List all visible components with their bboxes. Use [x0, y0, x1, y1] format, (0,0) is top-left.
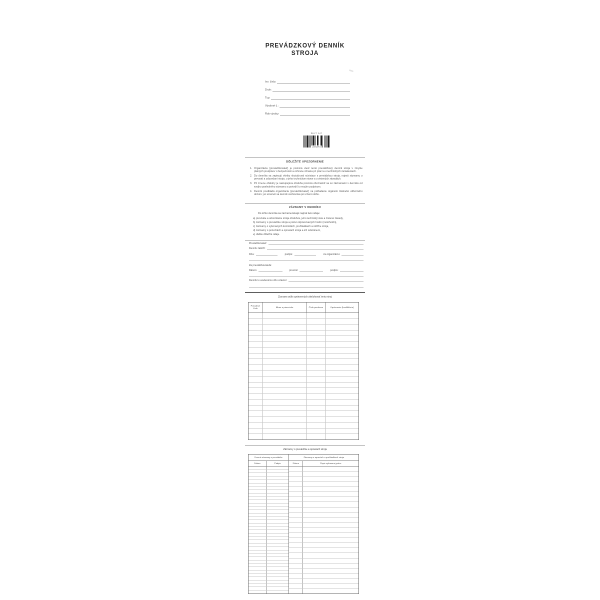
fill-in-line: [249, 261, 364, 262]
table-cell: [263, 325, 307, 330]
table-cell: [249, 371, 263, 376]
table-cell: [307, 388, 326, 393]
group-header-repairs: Záznamy o opravách a prehliadkach stroja: [303, 455, 345, 459]
records-item: e) ďalšie dôležité údaje.: [253, 233, 280, 236]
table-cell: [325, 382, 358, 387]
notice-item-text: Organizácia (prevádzkovateľ) je povinná viesť tento prevádzkový denník stroja v zmysle platných predpisov o bezpečnosti a ochrane zdravia pri práci a o technických zariadeniach.: [254, 167, 363, 174]
table-cell: [249, 313, 263, 318]
date-label: Dňa:: [249, 252, 255, 256]
log-table: [248, 454, 359, 594]
table-cell: [325, 411, 358, 416]
notice-list: [250, 167, 363, 197]
table-cell: [289, 543, 303, 548]
table-cell: [263, 400, 307, 405]
table-cell: [303, 477, 358, 482]
fill-in-line: [277, 84, 350, 85]
fill-in-line: [271, 100, 350, 101]
table-cell: [249, 342, 263, 347]
field-serial-number: [265, 100, 350, 108]
operator-row: [249, 241, 364, 245]
field-kind: [265, 84, 350, 92]
table-cell: [307, 336, 326, 341]
table-cell: [303, 497, 358, 502]
table-cell: [289, 467, 303, 472]
table-cell: [307, 411, 326, 416]
fill-in-line: [342, 256, 364, 257]
page-title-line2: STROJA: [291, 49, 319, 57]
field-type: [265, 92, 350, 100]
fill-in-line: [340, 272, 364, 273]
fill-in-line: [273, 92, 350, 93]
table-cell: [249, 353, 263, 358]
table-cell: [307, 394, 326, 399]
table-cell: [303, 563, 358, 568]
table-cell: [267, 591, 289, 594]
blank-line-row: [249, 257, 364, 261]
field-label: Výrobné č.:: [265, 104, 279, 108]
table-cell: [325, 336, 358, 341]
table-cell: [303, 548, 358, 553]
table-cell: [263, 313, 307, 318]
form-sheet: [245, 0, 365, 600]
table-cell: [307, 428, 326, 433]
table-cell: [249, 348, 263, 353]
table-cell: [263, 411, 307, 416]
table-cell: [303, 553, 358, 558]
notice-item-text: Do denníka sa zapisujú všetky skutočnosti súvisiace s prevádzkou stroja, najmä záznamy o prevzatí a odovzdaní stroja, o jeho technickom stave a o zistených závadách.: [254, 174, 363, 181]
table-cell: [325, 342, 358, 347]
table-cell: [249, 365, 263, 370]
section-divider: [245, 292, 365, 293]
table-cell: [263, 371, 307, 376]
table-cell: [303, 574, 358, 579]
fill-in-line: [249, 288, 364, 289]
table-cell: [263, 417, 307, 422]
table-cell: [289, 487, 303, 492]
table-row: [249, 591, 289, 594]
table-cell: [289, 533, 303, 538]
table-cell: [325, 434, 358, 439]
table-cell: [325, 428, 358, 433]
table-cell: [289, 589, 303, 594]
table-cell: [307, 348, 326, 353]
table-cell: [325, 325, 358, 330]
table-row: [289, 589, 358, 594]
table-cell: [289, 574, 303, 579]
operators-table-body: [249, 313, 359, 440]
column-header-description: Popis vykonanej práce: [320, 461, 342, 465]
date-label: Dátum:: [249, 268, 258, 272]
field-label: Typ:: [265, 96, 271, 100]
notice-item-number: 1.: [250, 167, 253, 170]
fill-in-line: [249, 277, 364, 278]
table-cell: [289, 518, 303, 523]
table-cell: [303, 569, 358, 574]
notice-item: [250, 190, 363, 196]
table-cell: [303, 512, 358, 517]
field-label: Druh:: [265, 88, 272, 92]
table-cell: [263, 353, 307, 358]
notice-heading: DÔLEŽITÉ UPOZORNENIE: [286, 160, 324, 164]
table-cell: [249, 377, 263, 382]
column-header-order: Poradové číslo: [249, 303, 263, 313]
table-cell: [325, 359, 358, 364]
taker-detail-row: [249, 268, 364, 272]
table-cell: [289, 472, 303, 477]
table-cell: [263, 382, 307, 387]
table-cell: [263, 348, 307, 353]
table-cell: [325, 405, 358, 410]
column-header-date: Dátum: [249, 461, 267, 466]
table-cell: [325, 319, 358, 324]
table-cell: [325, 394, 358, 399]
table-cell: [303, 558, 358, 563]
table-cell: [325, 348, 358, 353]
operators-table-header: [249, 303, 359, 314]
table-cell: [249, 330, 263, 335]
notice-item-number: 2.: [250, 174, 253, 178]
table-cell: [289, 569, 303, 574]
records-list: [253, 217, 360, 237]
table-cell: [289, 482, 303, 487]
fill-in-line: [267, 250, 364, 251]
field-label: Inv. číslo:: [265, 80, 277, 84]
table-cell: [307, 382, 326, 387]
notice-item: [250, 167, 363, 173]
repair-records-column: [289, 467, 358, 594]
table-cell: [289, 528, 303, 533]
records-item: c) záznamy o vykonaných kontrolách, prehliadkach a údržbe stroja,: [253, 225, 329, 228]
table-cell: [325, 371, 358, 376]
fill-in-line: [294, 256, 316, 257]
notice-item-number: 3.: [250, 182, 253, 186]
daily-records-column: [249, 467, 290, 594]
table-cell: [307, 353, 326, 358]
scan-artifact: [349, 69, 354, 72]
table-cell: [289, 558, 303, 563]
operators-table: [248, 302, 359, 440]
table-cell: [263, 428, 307, 433]
table-cell: [249, 400, 263, 405]
notice-item-text: Denník predkladá organizácia (prevádzkovateľ) na požiadanie orgánom štátneho odborného dozoru; po uzavretí sa denník uschováva po určenú dobu.: [254, 189, 363, 196]
records-item: b) záznamy o prevádzke stroja a počet odpracovaných hodín (motohodín),: [253, 221, 337, 224]
table-cell: [303, 502, 358, 507]
notice-item: [250, 175, 363, 181]
table-cell: [307, 434, 326, 439]
table-cell: [263, 330, 307, 335]
table-cell: [325, 388, 358, 393]
subheader-right: [289, 461, 358, 466]
founded-label: Denník založil:: [249, 246, 266, 250]
table-cell: [303, 507, 358, 512]
table-cell: [303, 538, 358, 543]
table-cell: [303, 579, 358, 584]
records-intro: Do tohto denníka sa zaznamenávajú najmä tieto údaje:: [258, 212, 321, 215]
table-cell: [249, 388, 263, 393]
table-cell: [249, 411, 263, 416]
table-cell: [307, 417, 326, 422]
divider: [245, 203, 365, 204]
blank-line-row: [249, 273, 364, 277]
taker-label: Za prevádzkovateľa:: [249, 263, 272, 267]
table-cell: [307, 371, 326, 376]
signature-label: podpis:: [284, 252, 293, 256]
fill-in-line: [256, 256, 278, 257]
column-header-qualification: Oprávnenie (kvalifikácia): [330, 305, 354, 309]
table-cell: [325, 377, 358, 382]
page-title: [245, 42, 365, 57]
table-cell: [303, 492, 358, 497]
closed-label: Denník k uvedenému dňu uzavrel:: [249, 278, 287, 282]
table-cell: [289, 548, 303, 553]
field-year: [265, 108, 350, 116]
table-row: [249, 434, 359, 439]
table-cell: [307, 377, 326, 382]
table-cell: [303, 528, 358, 533]
field-label: Rok výroby:: [265, 112, 280, 116]
taker-row: [249, 263, 364, 267]
table-cell: [307, 342, 326, 347]
table-cell: [263, 405, 307, 410]
blank-line-row: [249, 284, 364, 288]
table-cell: [307, 330, 326, 335]
log-table-body: [249, 467, 359, 594]
fill-in-line: [280, 116, 350, 117]
barcode-top-text: ŠEVT 547: [310, 132, 323, 135]
table-cell: [325, 330, 358, 335]
table-cell: [307, 405, 326, 410]
table-cell: [303, 467, 358, 472]
table-cell: [263, 377, 307, 382]
table-cell: [307, 325, 326, 330]
column-header-name: Meno a priezvisko: [263, 303, 307, 313]
table-cell: [289, 584, 303, 589]
records-item: a) prevzatie a odovzdanie stroja obsluhou, jeho technický stav a zistené závady,: [253, 217, 344, 220]
table-cell: [289, 477, 303, 482]
page-title-line1: PREVÁDZKOVÝ DENNÍK: [265, 42, 345, 49]
operator-label: Prevádzkovateľ:: [249, 241, 267, 245]
table-cell: [249, 319, 263, 324]
table-cell: [325, 365, 358, 370]
notice-item-number: 4.: [250, 189, 253, 193]
table-cell: [307, 423, 326, 428]
group-header-daily: Denné záznamy o prevádzke: [249, 455, 290, 461]
table-cell: [289, 507, 303, 512]
fill-in-line: [268, 245, 363, 246]
table-cell: [289, 563, 303, 568]
table-cell: [307, 359, 326, 364]
table-cell: [289, 523, 303, 528]
table-cell: [325, 353, 358, 358]
table-cell: [303, 472, 358, 477]
log-table-title: Záznamy o prevádzke a opravách stroja: [283, 448, 327, 451]
table-cell: [303, 533, 358, 538]
closed-row: [249, 278, 364, 282]
table-cell: [307, 319, 326, 324]
table-cell: [263, 423, 307, 428]
table-cell: [249, 423, 263, 428]
table-cell: [303, 482, 358, 487]
table-cell: [249, 434, 263, 439]
column-header-license: Číslo preukazu: [307, 303, 326, 313]
fill-in-line: [259, 272, 283, 273]
received-label: prevzal:: [289, 268, 299, 272]
field-inventory-number: [265, 76, 350, 84]
table-cell: [249, 428, 263, 433]
barcode: [303, 132, 330, 148]
barcode-bars: [303, 136, 330, 148]
organization-label: za organizáciu:: [323, 252, 341, 256]
founded-row: [249, 246, 364, 250]
fill-in-line: [288, 282, 363, 283]
table-cell: [303, 487, 358, 492]
table-cell: [325, 417, 358, 422]
table-cell: [303, 589, 358, 594]
table-cell: [263, 388, 307, 393]
table-cell: [289, 502, 303, 507]
table-cell: [289, 512, 303, 517]
table-cell: [303, 543, 358, 548]
column-header-signature: Podpis: [274, 461, 281, 465]
subheader-left: [249, 461, 290, 466]
table-cell: [249, 591, 267, 594]
table-cell: [263, 359, 307, 364]
notice-item: [250, 182, 363, 188]
table-cell: [289, 553, 303, 558]
table-cell: [325, 423, 358, 428]
divider: [245, 157, 365, 158]
table-cell: [289, 579, 303, 584]
table-cell: [263, 342, 307, 347]
barcode-number: 24 547 0: [312, 145, 321, 148]
records-item: d) záznamy o poruchách a opravách stroja a ich odstránení,: [253, 229, 321, 232]
table-cell: [263, 394, 307, 399]
divider: [245, 446, 365, 447]
table-cell: [263, 434, 307, 439]
table-cell: [249, 382, 263, 387]
table-cell: [303, 523, 358, 528]
table-cell: [263, 319, 307, 324]
table-cell: [289, 538, 303, 543]
table-cell: [249, 359, 263, 364]
signature-label: podpis:: [330, 268, 339, 272]
notice-item-text: Pri zmene obsluhy je nastupujúca obsluha povinná oboznámiť sa so záznamami v denníku od svojho posledného záznamu a potvrdiť to svojím podpisom.: [254, 182, 363, 189]
operators-table-title: Zoznam osôb oprávnených obsluhovať tento stroj: [278, 296, 332, 299]
table-cell: [249, 394, 263, 399]
table-cell: [289, 497, 303, 502]
table-cell: [307, 365, 326, 370]
table-cell: [249, 336, 263, 341]
fill-in-line: [280, 108, 350, 109]
table-cell: [307, 400, 326, 405]
table-cell: [263, 336, 307, 341]
table-cell: [303, 518, 358, 523]
table-cell: [263, 365, 307, 370]
table-cell: [249, 325, 263, 330]
column-header-date: Dátum: [289, 461, 303, 466]
table-cell: [249, 417, 263, 422]
fill-in-line: [300, 272, 324, 273]
founded-detail-row: [249, 252, 364, 256]
table-cell: [325, 400, 358, 405]
table-cell: [303, 584, 358, 589]
records-heading: ZÁZNAMY V DENNÍKU: [288, 206, 322, 209]
table-cell: [307, 313, 326, 318]
table-cell: [325, 313, 358, 318]
table-cell: [249, 405, 263, 410]
machine-info-fields: [265, 76, 350, 116]
table-cell: [289, 492, 303, 497]
